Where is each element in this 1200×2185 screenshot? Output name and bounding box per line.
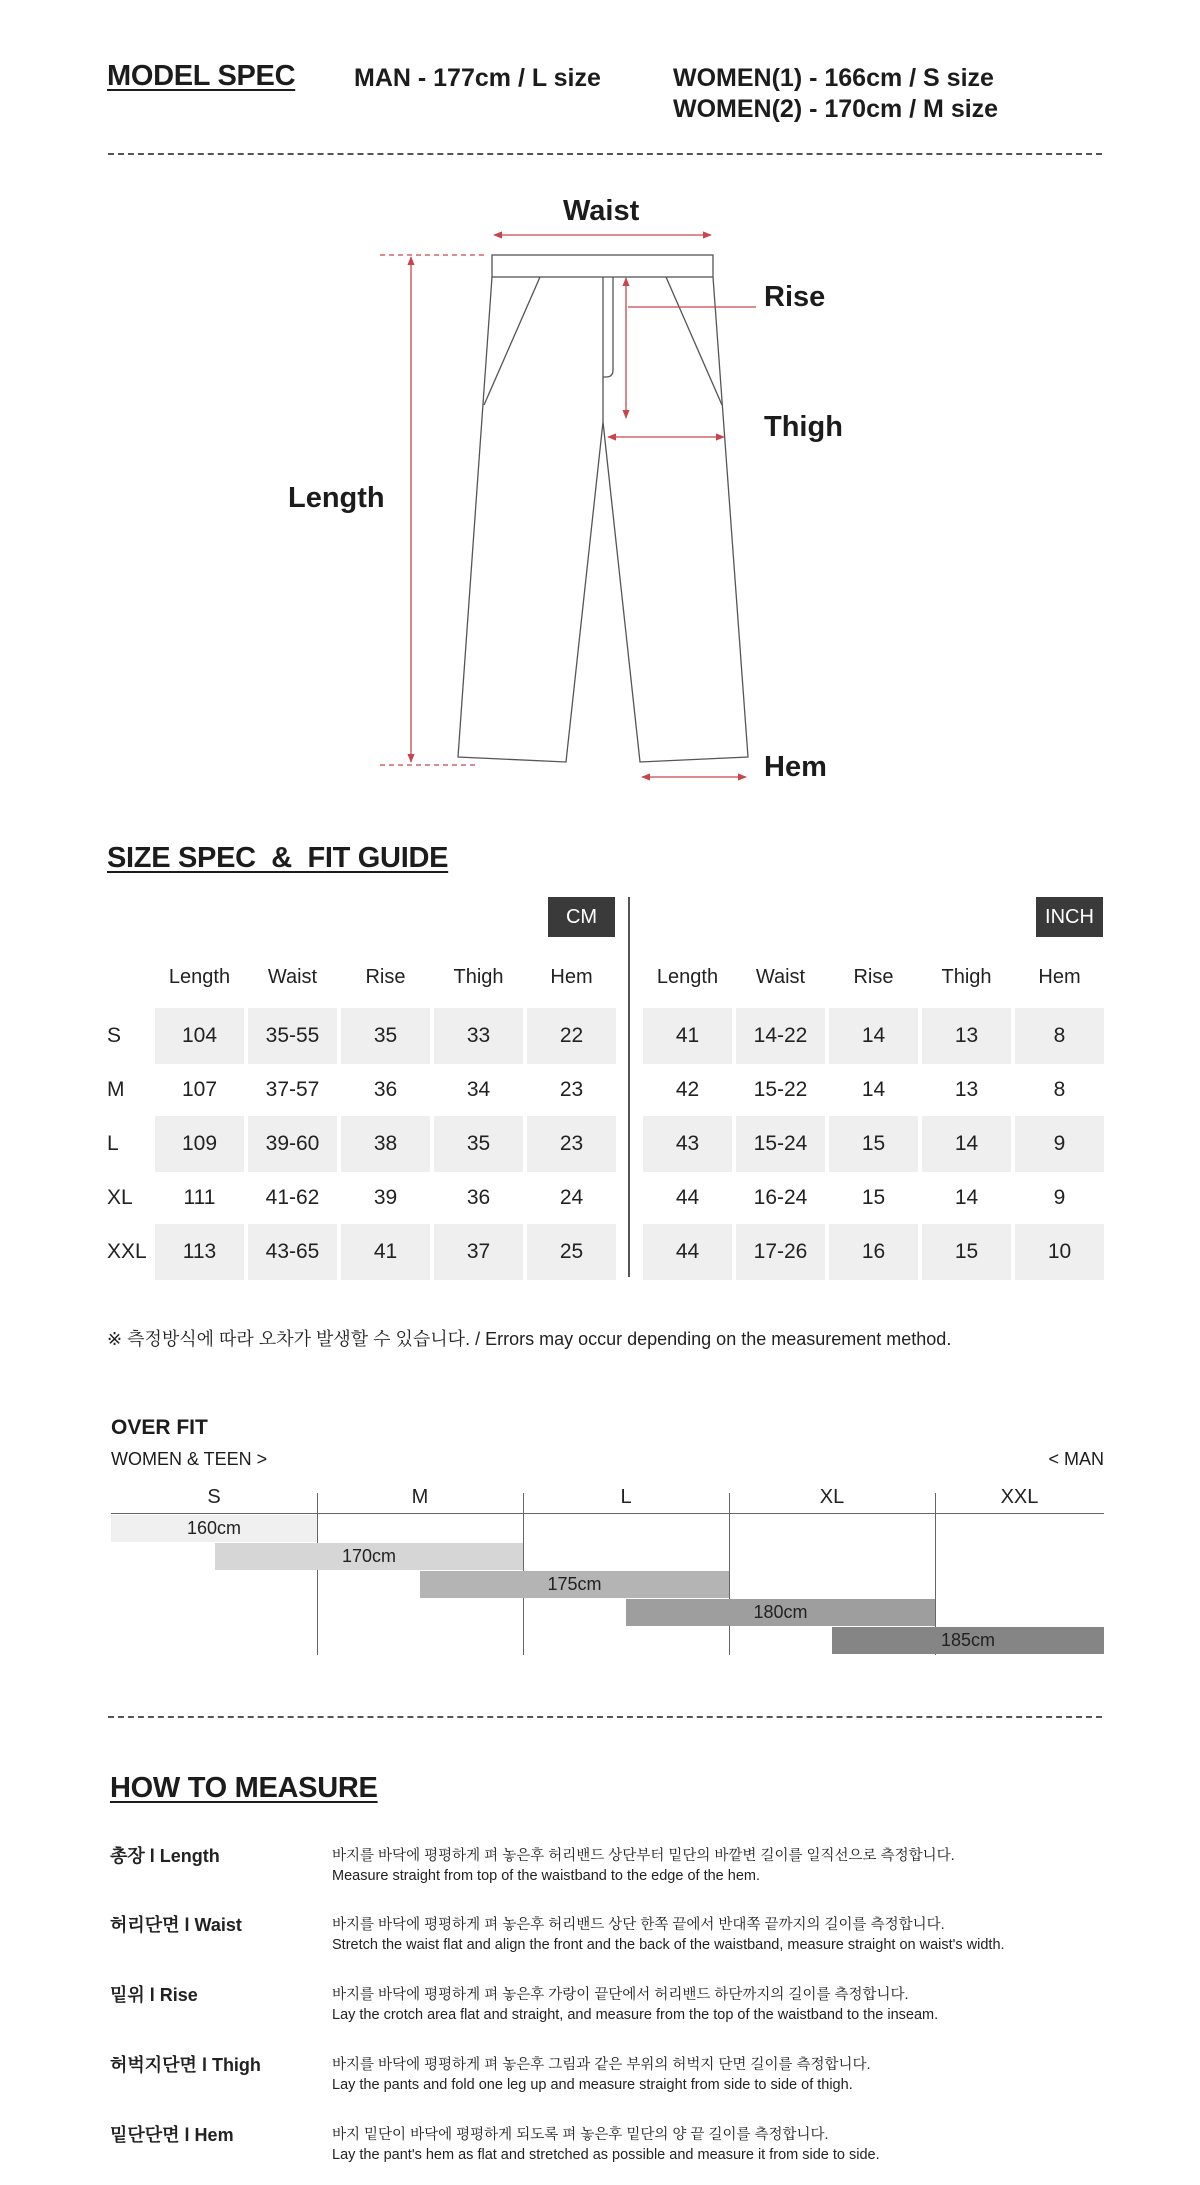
cm-cell: 36 — [373, 1078, 398, 1101]
fit-guide-axis — [111, 1513, 1104, 1514]
model-spec-man: MAN - 177cm / L size — [354, 64, 601, 92]
how-to-english: Stretch the waist flat and align the front and the back of the waistband, measure straight on waist's width. — [332, 1937, 1005, 1953]
model-spec-women1: WOMEN(1) - 166cm / S size — [673, 64, 994, 92]
hem-label: Hem — [764, 751, 827, 783]
cm-cell: 109 — [155, 1116, 244, 1172]
cm-cell: 41-62 — [265, 1186, 320, 1209]
fit-height-bar: 160cm — [111, 1515, 317, 1542]
left-pocket-line — [484, 277, 540, 405]
table-separator — [628, 897, 630, 1277]
fit-size-label: S — [207, 1486, 221, 1508]
how-to-label: 밑위 l Rise — [110, 1985, 198, 2005]
thigh-label: Thigh — [764, 411, 843, 443]
model-spec-women2: WOMEN(2) - 170cm / M size — [673, 95, 999, 123]
how-to-english: Lay the pant's hem as flat and stretched as possible and measure it from side to side. — [332, 2147, 880, 2163]
inch-cell: 13 — [954, 1078, 979, 1101]
fit-height-bar: 180cm — [626, 1599, 935, 1626]
inch-cell: 44 — [675, 1186, 700, 1209]
cm-cell: 41 — [341, 1224, 430, 1280]
inch-cell: 15 — [922, 1224, 1011, 1280]
how-to-label: 밑단단면 l Hem — [110, 2125, 234, 2145]
model-spec-title: MODEL SPEC — [107, 60, 296, 92]
inch-cell: 8 — [1053, 1078, 1066, 1101]
inch-cell: 17-26 — [736, 1224, 825, 1280]
cm-cell: 23 — [559, 1078, 584, 1101]
inch-cell: 8 — [1015, 1008, 1104, 1064]
fit-size-label: M — [411, 1486, 429, 1508]
cm-cell: 35 — [434, 1116, 523, 1172]
how-to-english: Lay the pants and fold one leg up and measure straight from side to side of thigh. — [332, 2077, 853, 2093]
inch-cell: 14 — [954, 1186, 979, 1209]
inch-col-header: Length — [656, 966, 719, 988]
inch-cell: 15-24 — [736, 1116, 825, 1172]
pants-illustration — [0, 160, 1200, 820]
right-pocket-line — [666, 277, 722, 405]
how-to-korean: 바지 밑단이 바닥에 평평하게 되도록 펴 놓은후 밑단의 양 끝 길이를 측정합니다. — [332, 2127, 829, 2143]
cm-cell: 107 — [181, 1078, 218, 1101]
fit-height-bar: 170cm — [215, 1543, 523, 1570]
inch-cell: 15 — [861, 1186, 886, 1209]
cm-cell: 104 — [155, 1008, 244, 1064]
unit-badge-cm: CM — [548, 897, 615, 937]
how-to-korean: 바지를 바닥에 평평하게 펴 놓은후 허리밴드 상단 한쪽 끝에서 반대쪽 끝까지의 길이를 측정합니다. — [332, 1917, 945, 1933]
how-to-korean: 바지를 바닥에 평평하게 펴 놓은후 그림과 같은 부위의 허벅지 단면 길이를 측정합니다. — [332, 2057, 871, 2073]
inch-cell: 43 — [643, 1116, 732, 1172]
inch-cell: 15 — [829, 1116, 918, 1172]
inch-cell: 14-22 — [736, 1008, 825, 1064]
length-label: Length — [288, 482, 385, 514]
fit-guide-title: OVER FIT — [111, 1416, 208, 1439]
pants-diagram — [0, 160, 1200, 820]
fit-guide-column-line — [317, 1493, 318, 1655]
inch-col-header: Hem — [1038, 966, 1081, 988]
inch-cell: 9 — [1053, 1186, 1066, 1209]
waist-label: Waist — [563, 195, 640, 227]
inch-cell: 9 — [1015, 1116, 1104, 1172]
how-to-label: 허벅지단면 l Thigh — [110, 2055, 261, 2075]
fit-height-bar: 175cm — [420, 1571, 729, 1598]
measurement-note: ※ 측정방식에 따라 오차가 발생할 수 있습니다. / Errors may occur depending on the measurement method. — [107, 1329, 952, 1349]
inch-cell: 16-24 — [753, 1186, 808, 1209]
how-to-korean: 바지를 바닥에 평평하게 펴 놓은후 허리밴드 상단부터 밑단의 바깥변 길이를 일직선으로 측정합니다. — [332, 1848, 955, 1864]
cm-col-header: Rise — [365, 966, 406, 988]
how-to-english: Lay the crotch area flat and straight, and measure from the top of the waistband to the inseam. — [332, 2007, 939, 2023]
cm-cell: 39 — [373, 1186, 398, 1209]
cm-cell: 38 — [341, 1116, 430, 1172]
cm-cell: 34 — [466, 1078, 491, 1101]
size-row-label: XL — [107, 1186, 133, 1209]
inch-cell: 13 — [922, 1008, 1011, 1064]
cm-cell: 25 — [527, 1224, 616, 1280]
inch-cell: 15-22 — [753, 1078, 808, 1101]
inch-col-header: Thigh — [941, 966, 992, 988]
cm-cell: 43-65 — [248, 1224, 337, 1280]
cm-col-header: Waist — [267, 966, 318, 988]
how-to-korean: 바지를 바닥에 평평하게 펴 놓은후 가랑이 끝단에서 허리밴드 하단까지의 길이를 측정합니다. — [332, 1987, 909, 2003]
cm-col-header: Hem — [550, 966, 593, 988]
cm-cell: 33 — [434, 1008, 523, 1064]
inch-col-header: Waist — [755, 966, 806, 988]
how-to-title: HOW TO MEASURE — [110, 1772, 378, 1804]
unit-badge-inch: INCH — [1036, 897, 1103, 937]
how-to-english: Measure straight from top of the waistband to the edge of the hem. — [332, 1868, 760, 1884]
cm-cell: 23 — [527, 1116, 616, 1172]
fit-height-bar: 185cm — [832, 1627, 1104, 1654]
fit-size-label: XXL — [1000, 1486, 1039, 1508]
inch-col-header: Rise — [853, 966, 894, 988]
fly-line — [603, 277, 613, 377]
size-row-label: XXL — [107, 1240, 147, 1263]
fit-guide-column-line — [729, 1493, 730, 1655]
cm-cell: 35 — [341, 1008, 430, 1064]
cm-col-header: Length — [168, 966, 231, 988]
fit-size-label: L — [620, 1486, 632, 1508]
how-to-label: 총장 l Length — [110, 1846, 220, 1866]
size-row-label: M — [107, 1078, 125, 1101]
inch-cell: 16 — [829, 1224, 918, 1280]
size-row-label: S — [107, 1024, 122, 1047]
cm-cell: 36 — [466, 1186, 491, 1209]
cm-cell: 37-57 — [265, 1078, 320, 1101]
inch-cell: 14 — [861, 1078, 886, 1101]
cm-cell: 39-60 — [248, 1116, 337, 1172]
inch-cell: 41 — [643, 1008, 732, 1064]
cm-cell: 35-55 — [248, 1008, 337, 1064]
waistband-shape — [492, 255, 713, 277]
cm-cell: 22 — [527, 1008, 616, 1064]
size-spec-title: SIZE SPEC & FIT GUIDE — [107, 842, 449, 874]
inch-cell: 42 — [675, 1078, 700, 1101]
cm-col-header: Thigh — [453, 966, 504, 988]
divider-top — [108, 153, 1102, 155]
size-row-label: L — [107, 1132, 119, 1155]
fit-guide-left-label: WOMEN & TEEN > — [111, 1449, 268, 1469]
cm-cell: 24 — [559, 1186, 584, 1209]
inch-cell: 10 — [1015, 1224, 1104, 1280]
fit-size-label: XL — [819, 1486, 845, 1508]
inch-cell: 14 — [922, 1116, 1011, 1172]
cm-cell: 37 — [434, 1224, 523, 1280]
cm-cell: 113 — [155, 1224, 244, 1280]
fit-guide-right-label: < MAN — [1048, 1449, 1104, 1469]
inch-cell: 44 — [643, 1224, 732, 1280]
how-to-label: 허리단면 l Waist — [110, 1915, 242, 1935]
divider-bottom — [108, 1716, 1102, 1718]
inch-cell: 14 — [829, 1008, 918, 1064]
cm-cell: 111 — [183, 1186, 216, 1209]
rise-label: Rise — [764, 281, 826, 313]
